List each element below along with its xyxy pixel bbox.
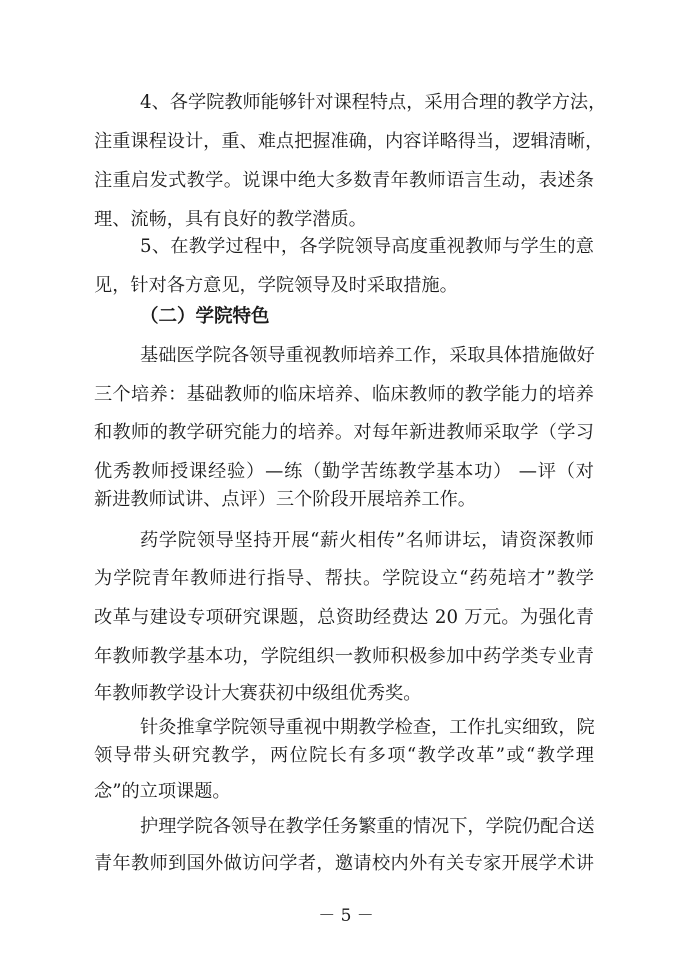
text-line: 念”的立项课题。 (94, 781, 231, 802)
text-line: 改革与建设专项研究课题，总资助经费达 20 万元。为强化青 (94, 607, 594, 628)
section-heading: （二）学院特色 (140, 306, 270, 327)
text-line: 针灸推拿学院领导重视中期教学检查，工作扎实细致，院 (140, 717, 595, 738)
text-line: 为学院青年教师进行指导、帮扶。学院设立“药苑培才”教学 (94, 568, 594, 589)
text-line: 理、流畅，具有良好的教学潜质。 (94, 209, 367, 230)
text-line: 和教师的教学研究能力的培养。对每年新进教师采取学（学习 (94, 422, 594, 443)
text-line: 新进教师试讲、点评）三个阶段开展培养工作。 (94, 489, 476, 510)
text-line: 5、在教学过程中，各学院领导高度重视教师与学生的意 (140, 236, 594, 257)
text-line: 注重启发式教学。说课中绝大多数青年教师语言生动，表述条 (94, 170, 594, 191)
page-number: － 5 － (318, 906, 374, 926)
text-line: 领导带头研究教学，两位院长有多项“教学改革”或“教学理 (94, 745, 594, 766)
text-line: 药学院领导坚持开展“薪火相传”名师讲坛，请资深教师 (140, 530, 594, 551)
text-line: 注重课程设计，重、难点把握准确，内容详略得当，逻辑清晰， (94, 131, 604, 152)
text-line: 优秀教师授课经验）—练（勤学苦练教学基本功） —评（对 (94, 461, 594, 482)
text-line: 三个培养：基础教师的临床培养、临床教师的教学能力的培养 (94, 384, 594, 405)
text-line: 青年教师到国外做访问学者，邀请校内外有关专家开展学术讲 (94, 853, 594, 874)
text-line: 护理学院各领导在教学任务繁重的情况下，学院仍配合送 (140, 816, 595, 837)
text-line: 年教师教学基本功，学院组织一教师积极参加中药学类专业青 (94, 646, 594, 667)
text-line: 基础医学院各领导重视教师培养工作，采取具体措施做好 (140, 345, 595, 366)
text-line: 年教师教学设计大赛获初中级组优秀奖。 (94, 683, 422, 704)
text-line: 4、各学院教师能够针对课程特点，采用合理的教学方法， (140, 92, 607, 113)
text-line: 见，针对各方意见，学院领导及时采取措施。 (94, 275, 458, 296)
